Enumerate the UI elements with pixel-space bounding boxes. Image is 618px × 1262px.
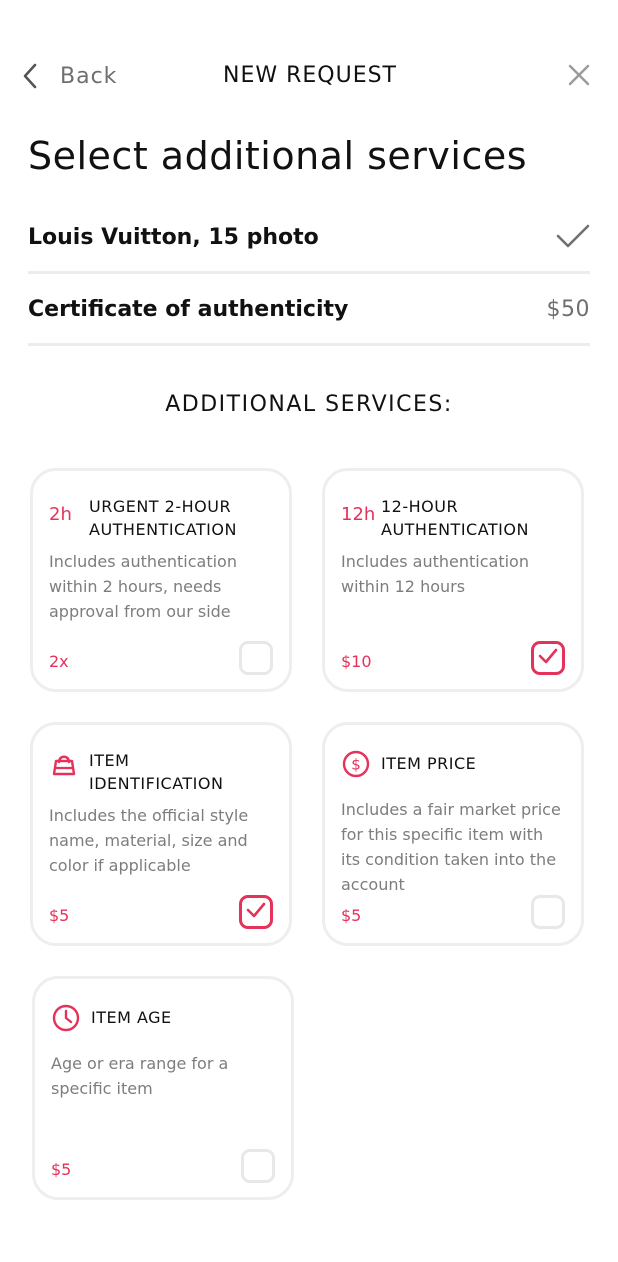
- service-checkbox[interactable]: [531, 641, 565, 675]
- service-description: Includes authentication within 12 hours: [341, 552, 529, 596]
- service-card-item-age[interactable]: [32, 976, 294, 1200]
- service-title: ITEM AGE: [91, 1008, 172, 1027]
- clock-icon: [51, 1003, 81, 1033]
- service-card-urgent-2h[interactable]: [30, 468, 292, 692]
- service-badge: 12h: [341, 504, 376, 525]
- checkmark-icon: [246, 902, 266, 922]
- service-description: Age or era range for a specific item: [51, 1054, 229, 1098]
- summary-certificate-label: Certificate of authenticity: [28, 297, 349, 322]
- nav-title: NEW REQUEST: [222, 63, 397, 88]
- service-price: $5: [341, 906, 362, 925]
- service-description: Includes a fair market price for this specific item with its condition taken into the account: [341, 800, 561, 894]
- back-button[interactable]: [22, 58, 117, 94]
- summary-row-item: [28, 204, 590, 274]
- service-checkbox[interactable]: [239, 641, 273, 675]
- service-price: $10: [341, 652, 372, 671]
- service-title: ITEM IDENTIFICATION: [89, 751, 224, 793]
- svg-text:$: $: [351, 755, 361, 774]
- service-checkbox[interactable]: [531, 895, 565, 929]
- checkmark-icon: [556, 223, 590, 253]
- close-button[interactable]: [562, 60, 596, 94]
- service-badge: 2h: [49, 504, 72, 525]
- service-description: Includes authentication within 2 hours, needs approval from our side: [49, 552, 237, 621]
- dollar-circle-icon: [341, 749, 371, 779]
- service-card-item-price[interactable]: [322, 722, 584, 946]
- service-title: URGENT 2-HOUR AUTHENTICATION: [89, 497, 237, 539]
- chevron-left-icon: [22, 63, 38, 89]
- service-price: 2x: [49, 652, 69, 671]
- service-description: Includes the official style name, material, size and color if applicable: [49, 806, 249, 875]
- section-title: ADDITIONAL SERVICES:: [165, 392, 453, 417]
- service-checkbox[interactable]: [241, 1149, 275, 1183]
- service-checkbox[interactable]: [239, 895, 273, 929]
- service-title: ITEM PRICE: [381, 754, 477, 773]
- service-card-identification[interactable]: [30, 722, 292, 946]
- service-price: $5: [51, 1160, 72, 1179]
- close-icon: [568, 64, 590, 90]
- service-title: 12-HOUR AUTHENTICATION: [381, 497, 529, 539]
- page-title: Select additional services: [28, 134, 528, 178]
- checkmark-icon: [538, 648, 558, 668]
- summary-row-certificate: [28, 276, 590, 346]
- bag-icon: [49, 749, 79, 779]
- summary-item-label: Louis Vuitton, 15 photo: [28, 225, 319, 250]
- back-label: Back: [60, 63, 118, 89]
- service-card-12h[interactable]: [322, 468, 584, 692]
- service-price: $5: [49, 906, 70, 925]
- summary-certificate-price: $50: [546, 297, 590, 322]
